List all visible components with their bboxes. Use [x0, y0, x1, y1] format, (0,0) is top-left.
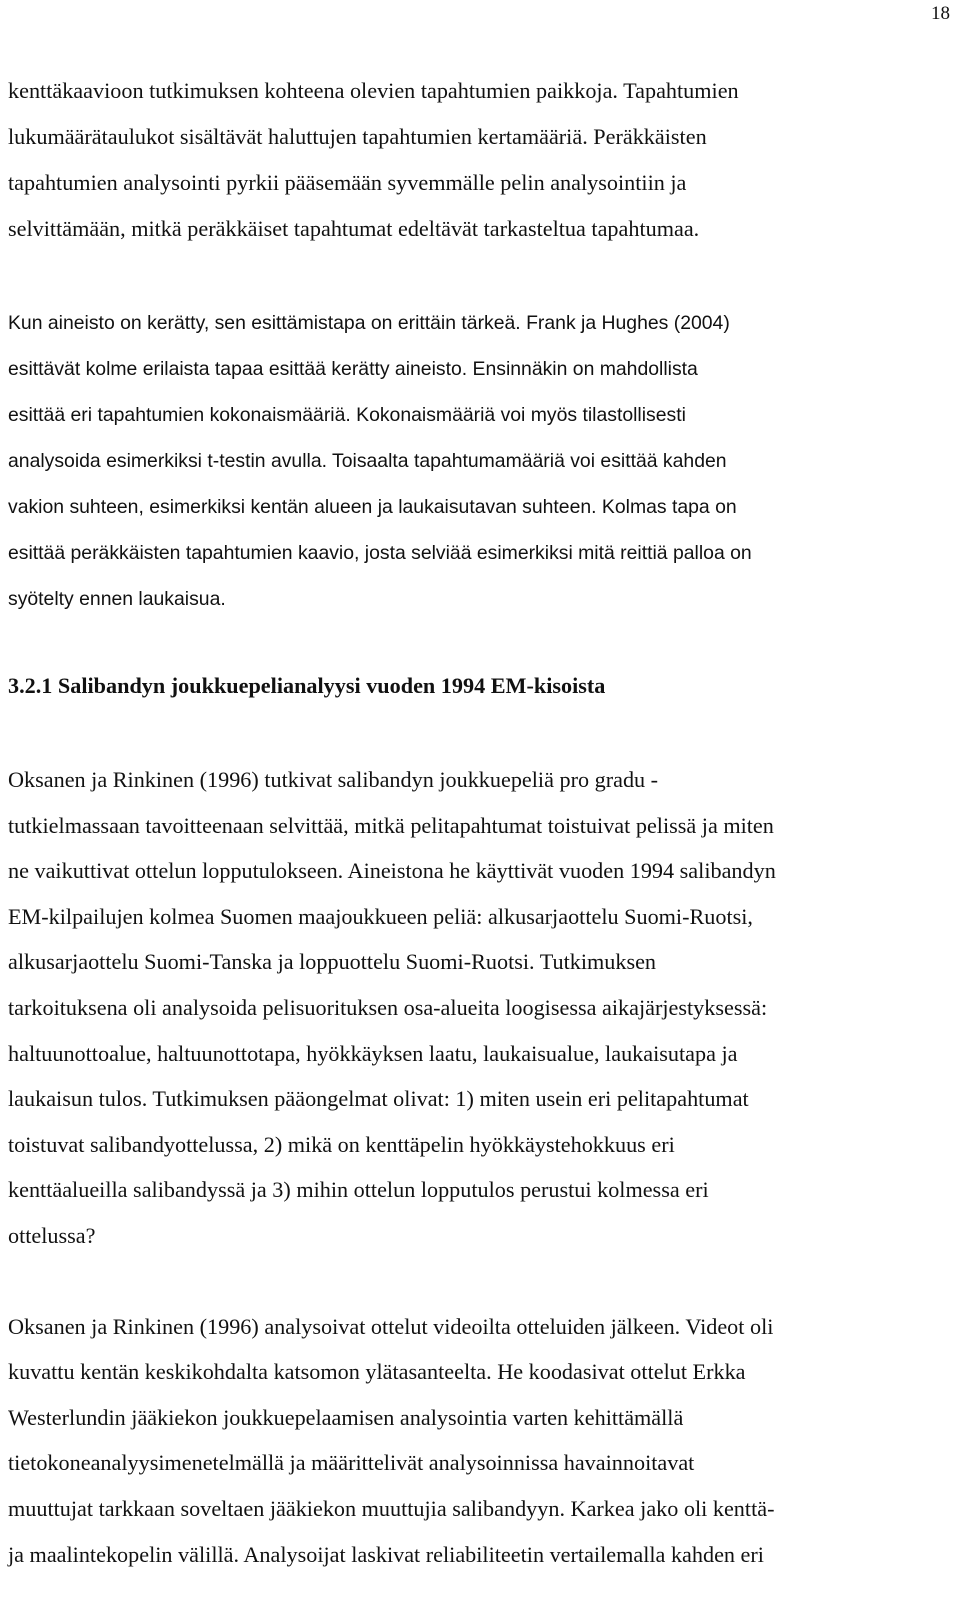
- text-line: toistuvat salibandyottelussa, 2) mikä on kenttäpelin hyökkäystehokkuus eri: [8, 1131, 675, 1157]
- paragraph-1: [8, 68, 948, 252]
- paragraph-spacer: [8, 252, 948, 300]
- section-heading: 3.2.1 Salibandyn joukkuepelianalyysi vuoden 1994 EM-kisoista: [8, 673, 606, 698]
- paragraph-spacer: [8, 709, 948, 757]
- text-line: analysoida esimerkiksi t-testin avulla. Toisaalta tapahtumamääriä voi esittää kahden: [8, 450, 727, 472]
- text-line: kenttäalueilla salibandyssä ja 3) mihin ottelun lopputulos perustui kolmessa eri: [8, 1177, 709, 1203]
- paragraph-spacer: [8, 622, 948, 663]
- text-line: esittää eri tapahtumien kokonaismääriä. Kokonaismääriä voi myös tilastollisesti: [8, 404, 686, 426]
- text-line: tapahtumien analysointi pyrkii pääsemään syvemmälle pelin analysointiin ja: [8, 170, 687, 195]
- page-content: [8, 68, 948, 1577]
- paragraph-spacer: [8, 1259, 948, 1304]
- text-line: ottelussa?: [8, 1222, 96, 1248]
- text-line: esittävät kolme erilaista tapaa esittää kerätty aineisto. Ensinnäkin on mahdollista: [8, 358, 698, 380]
- paragraph-2: [8, 300, 948, 622]
- paragraph-3: [8, 757, 948, 1259]
- text-line: ja maalintekopelin välillä. Analysoijat laskivat reliabiliteetin vertailemalla kahden eri: [8, 1541, 764, 1567]
- text-line: selvittämään, mitkä peräkkäiset tapahtumat edeltävät tarkasteltua tapahtumaa.: [8, 216, 700, 241]
- text-line: tutkielmassaan tavoitteenaan selvittää, mitkä pelitapahtumat toistuivat pelissä ja miten: [8, 812, 774, 838]
- text-line: tarkoituksena oli analysoida pelisuorituksen osa-alueita loogisessa aikajärjestyksessä:: [8, 994, 768, 1020]
- paragraph-4: [8, 1304, 948, 1578]
- text-line: vakion suhteen, esimerkiksi kentän alueen ja laukaisutavan suhteen. Kolmas tapa on: [8, 496, 737, 518]
- page-number: 18: [931, 3, 950, 24]
- text-line: haltuunottoalue, haltuunottotapa, hyökkäyksen laatu, laukaisualue, laukaisutapa ja: [8, 1040, 738, 1066]
- text-line: esittää peräkkäisten tapahtumien kaavio, josta selviää esimerkiksi mitä reittiä palloa on: [8, 542, 752, 564]
- text-line: kenttäkaavioon tutkimuksen kohteena olevien tapahtumien paikkoja. Tapahtumien: [8, 78, 739, 103]
- text-line: ne vaikuttivat ottelun lopputulokseen. Aineistona he käyttivät vuoden 1994 salibandyn: [8, 858, 776, 884]
- text-line: muuttujat tarkkaan soveltaen jääkiekon muuttujia salibandyyn. Karkea jako oli kenttä-: [8, 1495, 775, 1521]
- text-line: Westerlundin jääkiekon joukkuepelaamisen analysointia varten kehittämällä: [8, 1404, 684, 1430]
- text-line: Kun aineisto on kerätty, sen esittämistapa on erittäin tärkeä. Frank ja Hughes (2004): [8, 312, 730, 334]
- text-line: kuvattu kentän keskikohdalta katsomon ylätasanteelta. He koodasivat ottelut Erkka: [8, 1359, 746, 1385]
- text-line: Oksanen ja Rinkinen (1996) tutkivat salibandyn joukkuepeliä pro gradu -: [8, 767, 659, 792]
- text-line: tietokoneanalyysimenetelmällä ja määrittelivät analysoinnissa havainnoitavat: [8, 1450, 695, 1476]
- text-line: alkusarjaottelu Suomi-Tanska ja loppuottelu Suomi-Ruotsi. Tutkimuksen: [8, 949, 657, 975]
- text-line: laukaisun tulos. Tutkimuksen pääongelmat olivat: 1) miten usein eri pelitapahtumat: [8, 1086, 749, 1112]
- text-line: lukumäärätaulukot sisältävät haluttujen tapahtumien kertamääriä. Peräkkäisten: [8, 124, 707, 149]
- text-line: Oksanen ja Rinkinen (1996) analysoivat ottelut videoilta otteluiden jälkeen. Videot oli: [8, 1313, 774, 1339]
- text-line: EM-kilpailujen kolmea Suomen maajoukkueen peliä: alkusarjaottelu Suomi-Ruotsi,: [8, 903, 753, 929]
- text-line: syötelty ennen laukaisua.: [8, 588, 226, 610]
